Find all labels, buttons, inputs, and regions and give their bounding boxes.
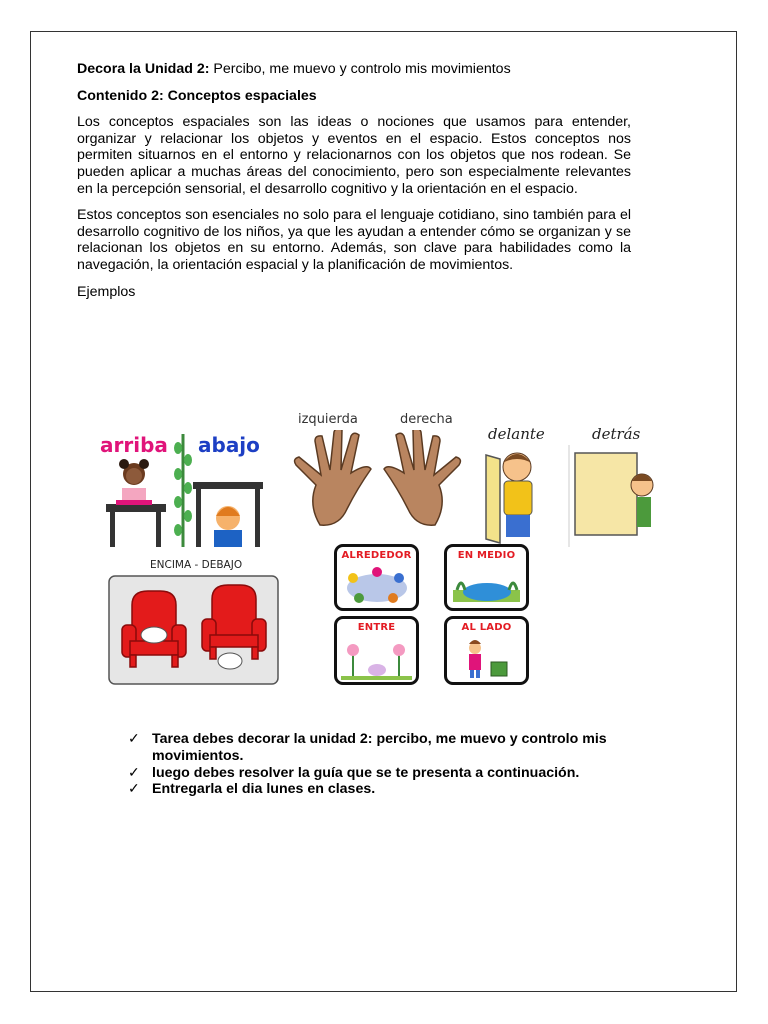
encima-debajo-label: ENCIMA - DEBAJO	[150, 559, 243, 571]
al-lado-drawing	[447, 636, 526, 682]
task-text: Entregarla el dia lunes en clases.	[152, 781, 376, 798]
card-entre-title: ENTRE	[357, 622, 396, 633]
alrededor-drawing	[337, 564, 416, 608]
encima-debajo-illustration	[108, 575, 279, 685]
task-item	[128, 781, 648, 798]
unit-heading-rest: Percibo, me muevo y controlo mis movimientos	[209, 61, 511, 77]
izquierda-label: izquierda	[298, 412, 358, 427]
content-title: Contenido 2: Conceptos espaciales	[77, 87, 317, 104]
task-list	[128, 731, 648, 798]
card-alrededor-title: ALREDEDOR	[341, 550, 412, 561]
task-text: Tarea debes decorar la unidad 2: percibo, me muevo y controlo mis movimientos.	[152, 731, 607, 764]
hands-illustration	[290, 430, 465, 530]
task-item	[128, 731, 648, 765]
arriba-abajo-drawing	[98, 430, 268, 547]
delante-detras-illustration	[482, 445, 657, 547]
check-icon: ✓	[128, 781, 140, 798]
card-en-medio	[444, 544, 529, 611]
encima-debajo-drawing	[108, 575, 279, 685]
arriba-text: arriba	[100, 433, 168, 457]
card-entre	[334, 616, 419, 685]
paragraph-2: Estos conceptos son esenciales no solo para el lenguaje cotidiano, sino también para el desarrollo cognitivo de los niños, ya que les ayudan a entender cómo se organizan y se relacionan los objetos en su entorno. Además, son clave para habilidades como la navegación, la orientación espacial y la planificación de movimientos.	[77, 207, 631, 273]
unit-heading-bold: Decora la Unidad 2:	[77, 61, 210, 77]
delante-detras-drawing	[482, 445, 657, 547]
derecha-label: derecha	[400, 412, 453, 427]
delante-label: delante	[488, 425, 545, 443]
task-item	[128, 765, 648, 782]
paragraph-1: Los conceptos espaciales son las ideas o nociones que usamos para entender, organizar y relacionar los objetos y eventos en el espacio. Estos conceptos nos permiten situarnos en el entorno y relacionarnos con los objetos que nos rodean. Se pueden aplicar a muchas áreas del conocimiento, pero son especialmente relevantes en la percepción sensorial, el desarrollo cognitivo y la orientación en el espacio.	[77, 114, 631, 197]
card-alrededor	[334, 544, 419, 611]
task-text: luego debes resolver la guía que se te presenta a continuación.	[152, 764, 580, 781]
detras-label: detrás	[592, 425, 641, 443]
entre-drawing	[337, 636, 416, 682]
hands-drawing	[290, 430, 465, 530]
check-icon: ✓	[128, 764, 140, 781]
document-body	[77, 61, 631, 300]
en-medio-drawing	[447, 564, 526, 608]
unit-heading	[77, 61, 631, 78]
check-icon: ✓	[128, 731, 140, 747]
arriba-abajo-illustration	[98, 430, 268, 547]
card-en-medio-title: EN MEDIO	[457, 550, 516, 561]
card-al-lado-title: AL LADO	[461, 622, 512, 633]
abajo-text: abajo	[198, 433, 260, 457]
examples-label: Ejemplos	[77, 283, 136, 300]
card-al-lado	[444, 616, 529, 685]
